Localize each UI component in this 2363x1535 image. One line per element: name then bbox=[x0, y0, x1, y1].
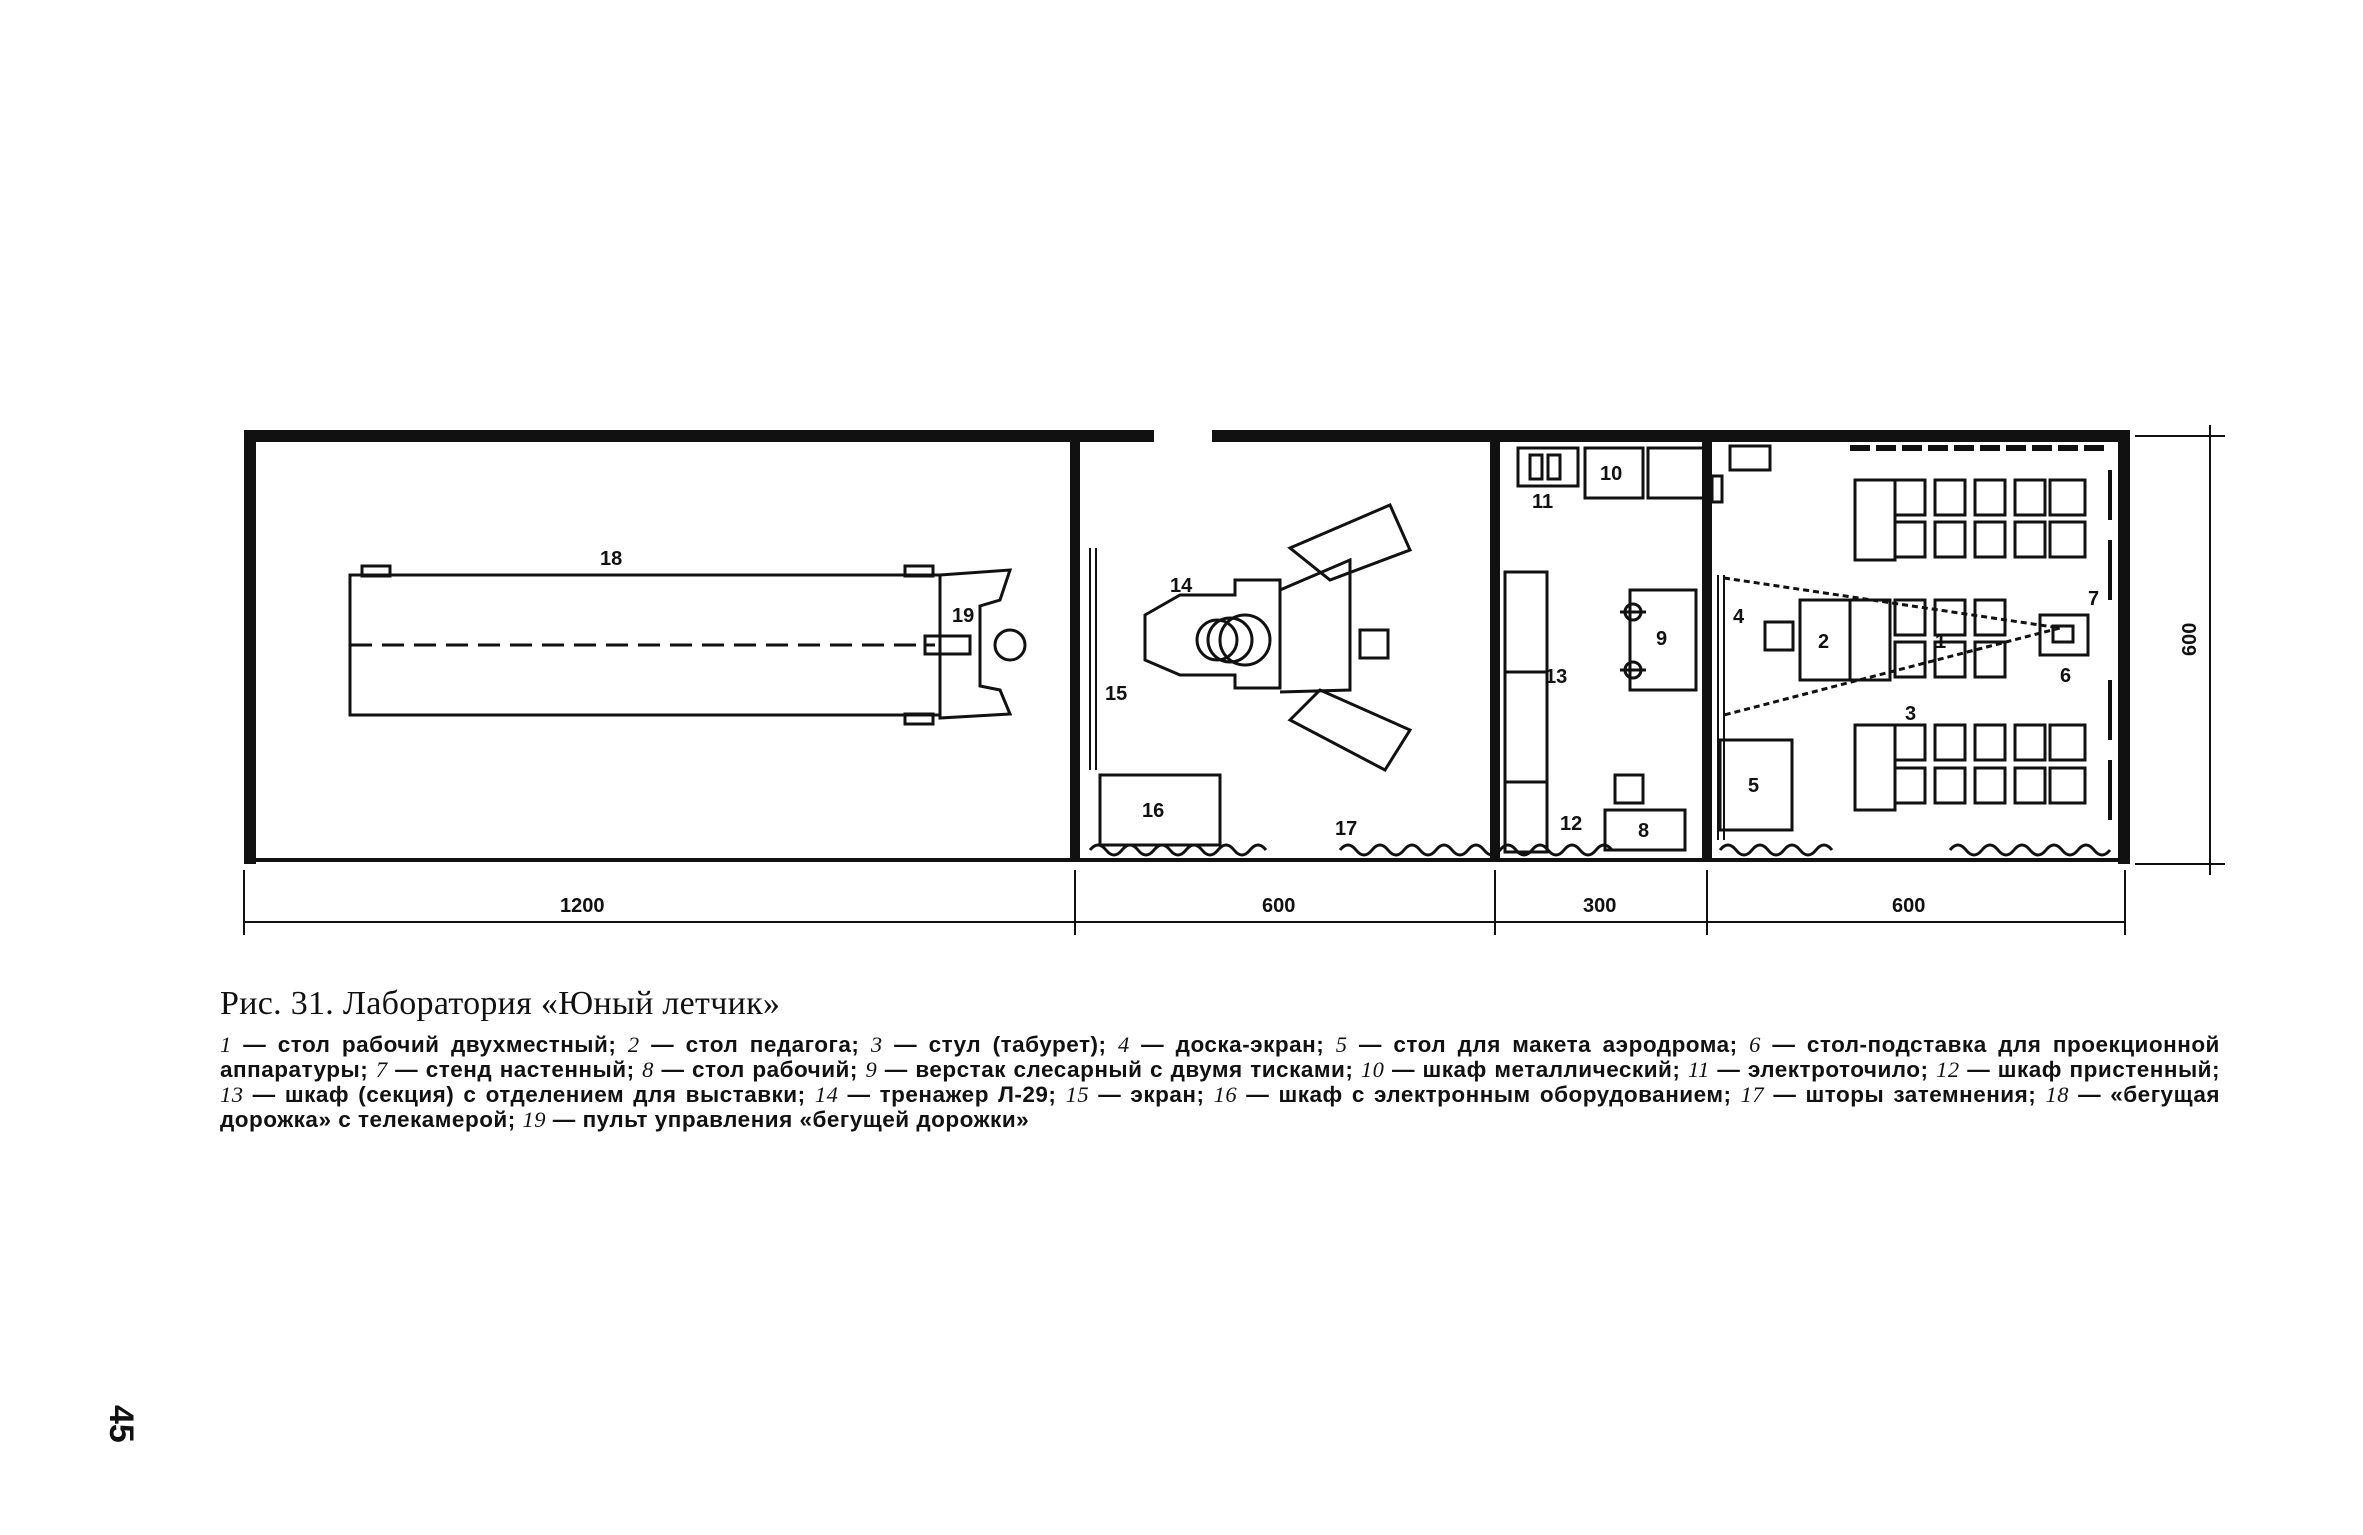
label-12: 12 bbox=[1560, 813, 1583, 835]
label-8: 8 bbox=[1638, 820, 1650, 842]
legend-entry: 3 — стул (табурет); bbox=[870, 1032, 1107, 1057]
running-track-18 bbox=[350, 566, 940, 724]
legend-entry: 17 — шторы затемнения; bbox=[1740, 1082, 2037, 1107]
dimension-1200: 1200 bbox=[560, 895, 605, 917]
legend-entry: 16 — шкаф с электронным оборудованием; bbox=[1213, 1082, 1732, 1107]
trainer-l29-14 bbox=[1145, 505, 1410, 770]
legend-entry: 10 — шкаф металлический; bbox=[1360, 1057, 1681, 1082]
label-7: 7 bbox=[2088, 588, 2100, 610]
dimension-600-height: 600 bbox=[2179, 622, 2201, 656]
blackout-curtains-17 bbox=[1090, 845, 2110, 855]
legend-entry: 19 — пульт управления «бегущей дорожки» bbox=[522, 1107, 1030, 1132]
legend-entry: 11 — электроточило; bbox=[1687, 1057, 1929, 1082]
wall-cabinet-12-and-section-13 bbox=[1505, 572, 1547, 852]
figure-caption-title: Рис. 31. Лаборатория «Юный летчик» bbox=[220, 985, 781, 1022]
label-5: 5 bbox=[1748, 775, 1760, 797]
student-tables-1-chairs-3 bbox=[1850, 480, 2085, 810]
legend-entry: 18 — «бегущая дорожка» с телекамерой; bbox=[220, 1082, 2220, 1132]
label-15: 15 bbox=[1105, 683, 1128, 705]
label-1: 1 bbox=[1935, 631, 1947, 653]
legend-entry: 1 — стол рабочий двухместный; bbox=[220, 1032, 617, 1057]
label-6: 6 bbox=[2060, 665, 2072, 687]
legend-entry: 2 — стол педагога; bbox=[627, 1032, 860, 1057]
legend-entry: 12 — шкаф пристенный; bbox=[1936, 1057, 2220, 1082]
legend-entry: 6 — стол-подставка для проекционной аппаратуры; bbox=[220, 1032, 2220, 1082]
label-18: 18 bbox=[600, 548, 623, 570]
label-16: 16 bbox=[1142, 800, 1165, 822]
track-control-panel-19 bbox=[925, 570, 1025, 718]
legend-entry: 8 — стол рабочий; bbox=[642, 1057, 858, 1082]
label-19: 19 bbox=[952, 605, 975, 627]
sink bbox=[1712, 446, 1770, 502]
grinder-11 bbox=[1518, 448, 1578, 486]
label-2: 2 bbox=[1818, 631, 1830, 653]
legend-entry: 13 — шкаф (секция) с отделением для выставки; bbox=[220, 1082, 806, 1107]
label-3: 3 bbox=[1905, 703, 1917, 725]
dimension-600-a: 600 bbox=[1262, 895, 1296, 917]
label-10: 10 bbox=[1600, 463, 1623, 485]
label-13: 13 bbox=[1545, 666, 1568, 688]
exterior-walls bbox=[244, 430, 2130, 864]
projector-stand-6 bbox=[2040, 615, 2088, 655]
label-9: 9 bbox=[1656, 628, 1668, 650]
figure-legend bbox=[220, 1032, 2220, 1132]
legend-entry: 9 — верстак слесарный с двумя тисками; bbox=[865, 1057, 1354, 1082]
legend-entry: 5 — стол для макета аэродрома; bbox=[1335, 1032, 1738, 1057]
legend-entry: 4 — доска-экран; bbox=[1117, 1032, 1325, 1057]
label-4: 4 bbox=[1733, 606, 1745, 628]
page-number: 45 bbox=[102, 1405, 140, 1443]
dimension-300: 300 bbox=[1583, 895, 1617, 917]
screen-15 bbox=[1090, 548, 1096, 770]
legend-entry: 14 — тренажер Л-29; bbox=[814, 1082, 1057, 1107]
label-11: 11 bbox=[1532, 491, 1554, 513]
label-14: 14 bbox=[1170, 575, 1193, 597]
legend-entry: 7 — стенд настенный; bbox=[375, 1057, 635, 1082]
label-17: 17 bbox=[1335, 818, 1358, 840]
dimension-600-b: 600 bbox=[1892, 895, 1926, 917]
legend-entry: 15 — экран; bbox=[1065, 1082, 1205, 1107]
